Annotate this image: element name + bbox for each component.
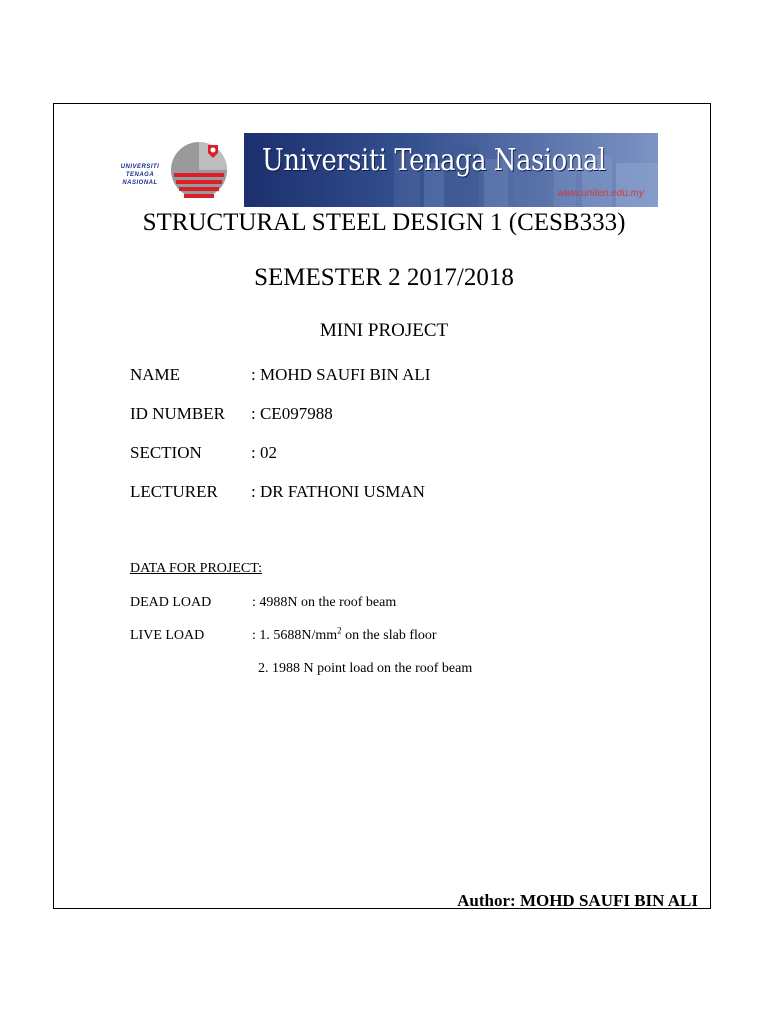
info-label: SECTION	[130, 443, 202, 462]
logo-banner	[244, 133, 658, 207]
logo-line-1: UNIVERSITI	[120, 164, 160, 170]
banner-university-name: Universiti Tenaga Nasional	[262, 143, 606, 178]
live-load-value	[252, 627, 437, 645]
info-label: NAME	[130, 365, 181, 384]
info-value: : CE097988	[251, 404, 333, 423]
info-label: LECTURER	[130, 482, 218, 501]
data-heading: DATA FOR PROJECT:	[130, 561, 262, 576]
live-load-label: LIVE LOAD	[130, 628, 205, 643]
info-value: : DR FATHONI USMAN	[251, 482, 425, 501]
info-value: : 02	[251, 443, 277, 462]
live-load-point-load: 2. 1988 N point load on the roof beam	[258, 661, 473, 676]
semester-title: SEMESTER 2 2017/2018	[254, 264, 514, 291]
info-value: : MOHD SAUFI BIN ALI	[251, 365, 431, 384]
banner-website-url: www.uniten.edu.my	[557, 188, 644, 199]
dead-load-value: : 4988N on the roof beam	[252, 595, 397, 610]
logo-left-panel	[104, 133, 244, 207]
project-type: MINI PROJECT	[319, 320, 449, 341]
live-load-value-tail: on the slab floor	[341, 628, 437, 643]
logo-wordmark	[106, 163, 174, 187]
info-label: ID NUMBER	[130, 404, 225, 423]
logo-line-2: TENAGA	[125, 172, 155, 178]
live-load-value-main: : 1. 5688N/mm	[252, 628, 338, 643]
live-load-exponent: 2	[337, 625, 342, 636]
dead-load-label: DEAD LOAD	[130, 595, 212, 610]
course-title: STRUCTURAL STEEL DESIGN 1 (CESB333)	[142, 209, 626, 236]
author-line: Author: MOHD SAUFI BIN ALI	[457, 891, 698, 910]
logo-line-3: NASIONAL	[122, 180, 158, 186]
university-logo-banner	[104, 133, 658, 207]
university-emblem-icon	[170, 137, 228, 203]
